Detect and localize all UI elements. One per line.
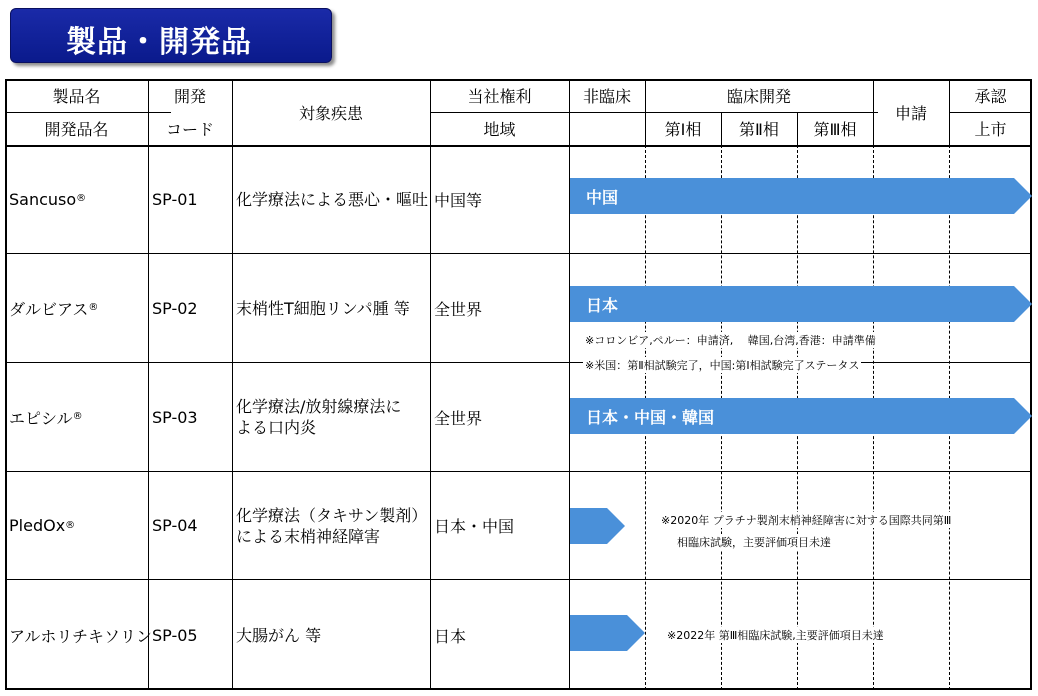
row-1-progress-arrow bbox=[570, 178, 1032, 214]
row-1-bar-label: 中国 bbox=[586, 187, 619, 207]
pipeline-table bbox=[5, 79, 1032, 690]
row-2-region: 全世界 bbox=[434, 299, 483, 319]
row-3-code: SP-03 bbox=[152, 407, 198, 427]
row-2-code: SP-02 bbox=[152, 298, 198, 318]
row-2-product-name: ダルビアス ® bbox=[9, 254, 148, 362]
row-2-note-2: ※米国：第Ⅱ相試験完了，中国:第Ⅰ相試験完了ステータス bbox=[585, 359, 860, 372]
row-3-progress-bar bbox=[570, 398, 1032, 434]
header-phase1: 第Ⅰ相 bbox=[664, 120, 702, 139]
row-3-disease: 化学療法/放射線療法による口内炎 bbox=[236, 397, 402, 437]
header-filing: 申請 bbox=[894, 103, 927, 123]
row-1-code: SP-01 bbox=[152, 189, 198, 209]
row-3-name-text: エピシル bbox=[9, 408, 73, 428]
header-approval: 承認 bbox=[974, 87, 1007, 106]
row-5-name-text: アルホリチキソリン bbox=[9, 626, 153, 646]
header-product-name: 製品名 bbox=[52, 87, 101, 106]
header-divider-nonclinical bbox=[570, 112, 650, 113]
row-4-progress-bar bbox=[570, 508, 625, 544]
row-4-name-text: PledOx bbox=[9, 516, 66, 535]
page-title: 製品・開発品 bbox=[66, 25, 252, 60]
row-1-progress-bar bbox=[570, 178, 1032, 214]
col-divider-code bbox=[148, 79, 149, 690]
row-2-progress-arrow bbox=[570, 286, 1032, 322]
row-1-disease: 化学療法による悪心・嘔吐 bbox=[236, 189, 429, 209]
row-4-note-1: ※2020年 プラチナ製剤末梢神経障害に対する国際共同第Ⅲ bbox=[661, 514, 952, 527]
row-1-name-text: Sancuso bbox=[9, 189, 77, 209]
header-code-bottom: コード bbox=[165, 120, 214, 139]
row-5-progress-bar bbox=[570, 615, 645, 651]
header-rights-bottom: 地域 bbox=[483, 120, 516, 139]
header-launch: 上市 bbox=[974, 120, 1007, 139]
row-3-bar-label: 日本・中国・韓国 bbox=[586, 407, 715, 427]
col-divider-nonclinical bbox=[569, 79, 570, 690]
row-2-bar-label: 日本 bbox=[586, 295, 619, 315]
row-5-region: 日本 bbox=[434, 626, 467, 646]
row-4-code: SP-04 bbox=[152, 516, 198, 535]
header-phase3: 第Ⅲ相 bbox=[813, 120, 857, 139]
header-phase2: 第Ⅱ相 bbox=[739, 120, 779, 139]
row-5-disease: 大腸がん 等 bbox=[236, 625, 322, 645]
row-1-product-name: Sancuso ® bbox=[9, 189, 87, 209]
row-3-region: 全世界 bbox=[434, 408, 483, 428]
header-code-top: 開発 bbox=[173, 87, 206, 106]
header-disease: 対象疾患 bbox=[298, 103, 363, 123]
row-3-product-name: エピシル ® bbox=[9, 363, 148, 471]
row-2-note-1: ※コロンビア,ペルー：申請済, 韓国,台湾,香港：申請準備 bbox=[585, 334, 876, 347]
header-dev-name: 開発品名 bbox=[44, 120, 109, 139]
header-rights-top: 当社権利 bbox=[467, 87, 532, 106]
row-4-note-2: 相臨床試験，主要評価項目未達 bbox=[677, 536, 831, 549]
header-nonclinical: 非臨床 bbox=[582, 87, 631, 106]
col-divider-rights bbox=[430, 79, 431, 690]
row-5-product-name bbox=[9, 580, 153, 690]
row-4-disease: 化学療法（タキサン製剤）による末梢神経障害 bbox=[236, 505, 428, 546]
col-divider-disease bbox=[232, 79, 233, 690]
page-title-banner bbox=[10, 8, 332, 63]
row-1-region: 中国等 bbox=[434, 190, 483, 210]
row-5-progress-arrow bbox=[570, 615, 645, 651]
header-clinical: 臨床開発 bbox=[726, 87, 791, 106]
row-4-region: 日本・中国 bbox=[434, 517, 515, 536]
row-4-product-name: PledOx ® bbox=[9, 516, 76, 535]
row-2-progress-bar bbox=[570, 286, 1032, 322]
row-2-disease: 末梢性T細胞リンパ腫 等 bbox=[236, 298, 410, 318]
row-2-name-text: ダルビアス bbox=[9, 299, 89, 319]
row-5-code: SP-05 bbox=[152, 625, 198, 645]
row-4-progress-arrow bbox=[570, 508, 625, 544]
row-5-note-1: ※2022年 第Ⅲ相臨床試験,主要評価項目未達 bbox=[667, 629, 884, 642]
